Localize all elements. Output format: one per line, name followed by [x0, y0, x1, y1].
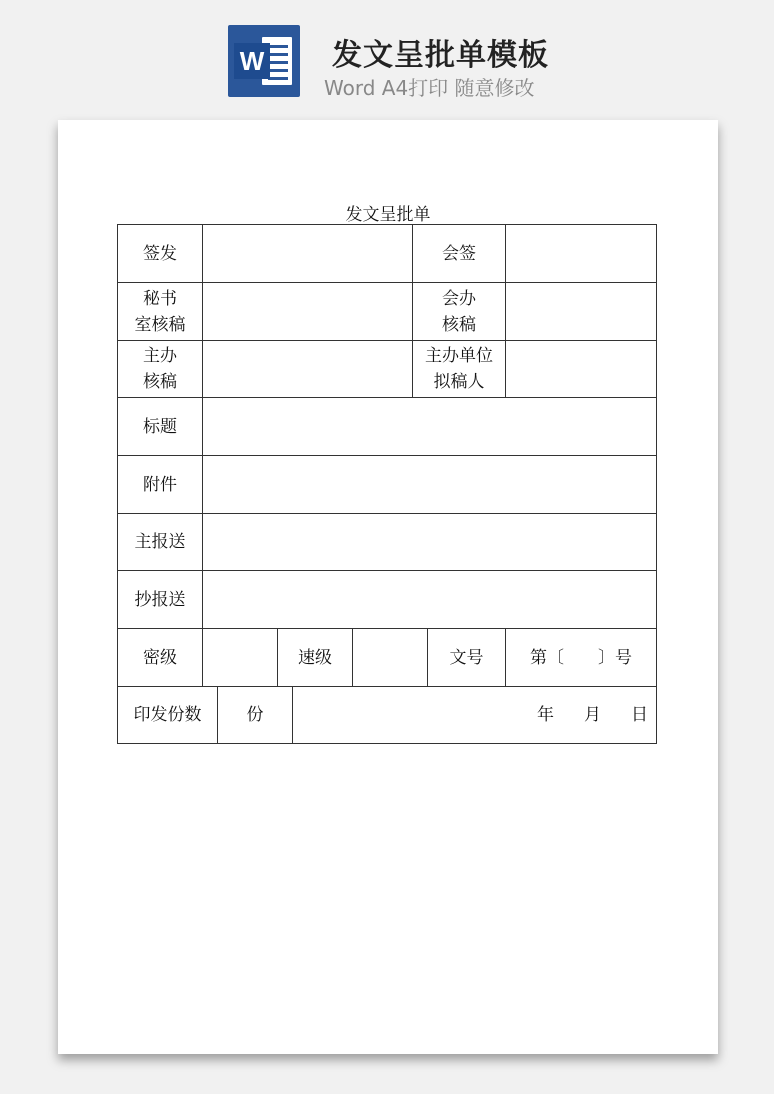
label-host-unit-drafter	[413, 341, 505, 397]
label-countersign: 会签	[442, 243, 476, 263]
attachment-field[interactable]	[203, 456, 656, 513]
label-subject: 标题	[143, 416, 177, 436]
label-office-review	[413, 283, 505, 340]
label-secret-level: 密级	[143, 647, 177, 667]
label-line: 会办	[442, 288, 476, 308]
label-doc-number: 文号	[449, 647, 484, 667]
word-icon	[228, 25, 300, 97]
label-copies-printed: 印发份数	[133, 705, 202, 724]
page-title: 发文呈批单模板	[332, 38, 549, 73]
host-unit-drafter-field[interactable]	[506, 341, 656, 397]
label-copy-report: 抄报送	[134, 589, 186, 609]
copy-report-field[interactable]	[203, 571, 656, 628]
office-review-field[interactable]	[506, 283, 656, 340]
secretariat-review-field[interactable]	[203, 283, 412, 340]
label-main-report: 主报送	[134, 532, 186, 551]
label-line: 拟稿人	[433, 372, 485, 391]
header	[0, 0, 774, 110]
label-host-review	[118, 341, 202, 397]
date-day: 日	[631, 705, 648, 724]
label-sign-issue: 签发	[143, 243, 177, 263]
label-line: 核稿	[442, 314, 476, 334]
label-line: 核稿	[143, 372, 177, 391]
date-year: 年	[537, 705, 554, 724]
approval-form-table	[117, 224, 657, 744]
doc-number-field[interactable]: 第〔 〕号	[530, 647, 632, 667]
date-field[interactable]	[293, 687, 656, 743]
label-urgency: 速级	[298, 647, 332, 667]
subject-field[interactable]	[203, 398, 656, 455]
label-line: 室核稿	[134, 314, 186, 334]
date-month: 月	[584, 705, 601, 724]
countersign-field[interactable]	[506, 225, 656, 282]
urgency-field[interactable]	[353, 629, 427, 686]
document-page	[58, 120, 718, 1054]
label-attachment: 附件	[143, 474, 177, 494]
sign-issue-field[interactable]	[203, 225, 412, 282]
main-report-field[interactable]	[203, 514, 656, 570]
word-letter: W	[234, 43, 270, 79]
label-line: 秘书	[143, 288, 177, 308]
label-line: 主办	[143, 346, 177, 365]
label-line: 主办单位	[425, 346, 493, 365]
page-subtitle: Word A4打印 随意修改	[324, 76, 535, 100]
document-title: 发文呈批单	[345, 205, 431, 224]
label-secretariat-review	[118, 283, 202, 340]
copies-unit: 份	[246, 705, 264, 724]
host-review-field[interactable]	[203, 341, 412, 397]
secret-level-field[interactable]	[203, 629, 277, 686]
